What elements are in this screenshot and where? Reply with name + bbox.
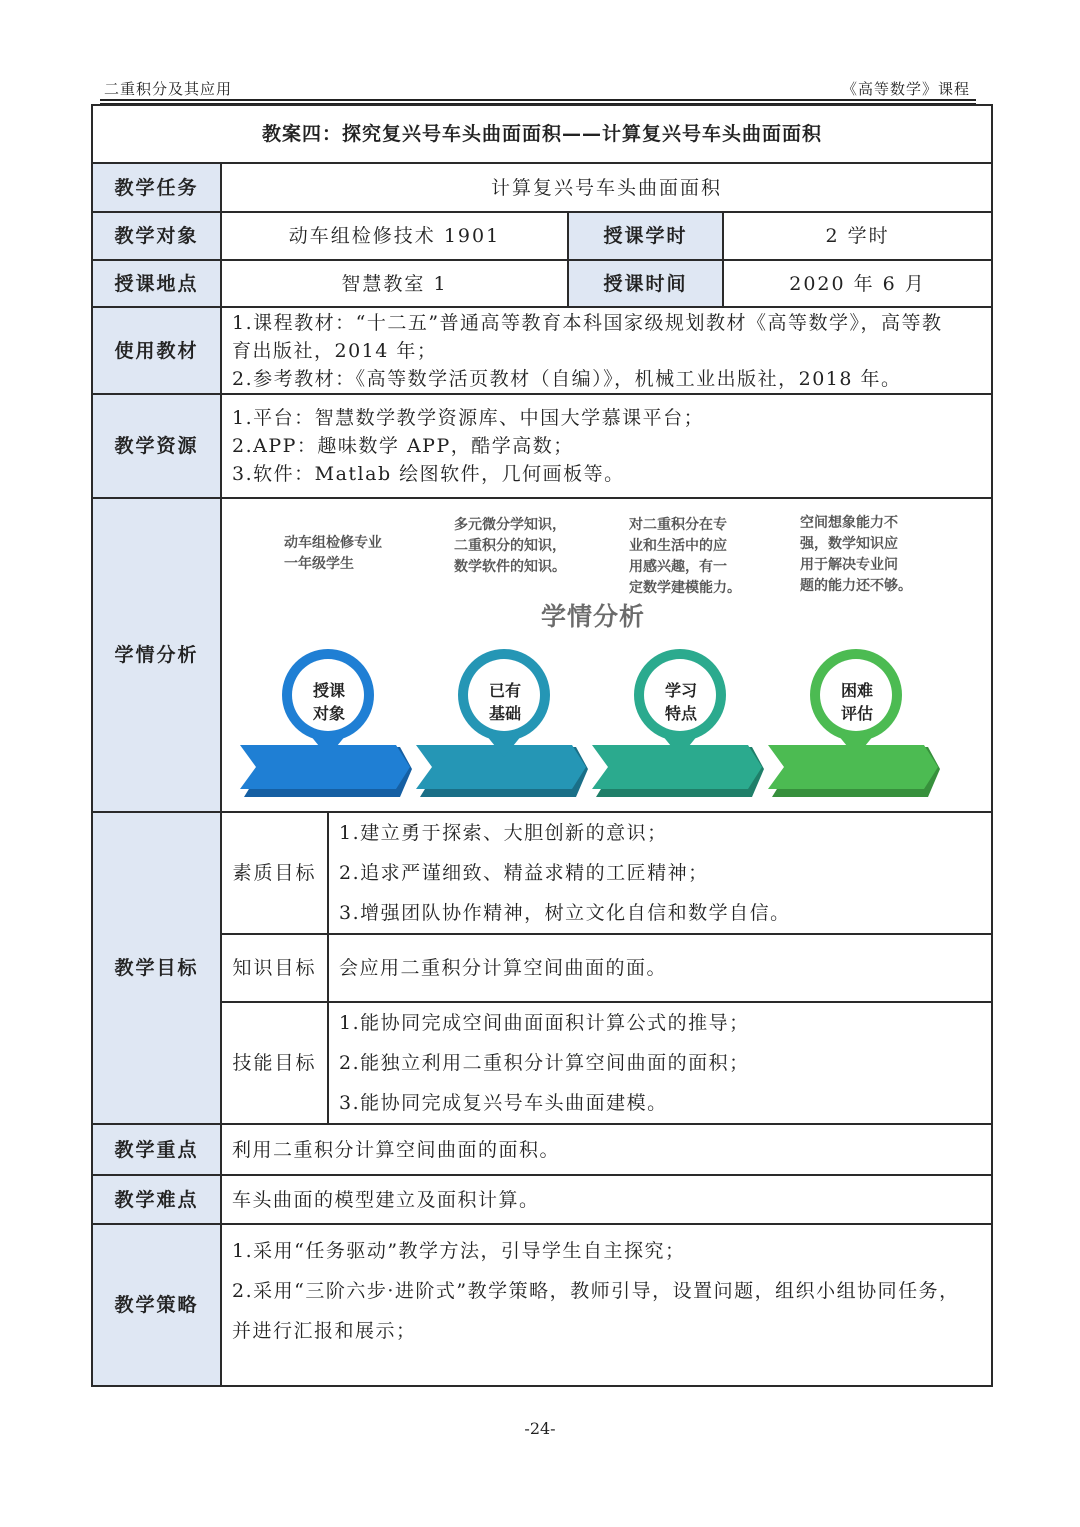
quality-goal-value <box>328 812 992 934</box>
analysis-text: 多元微分学知识， 二重积分的知识， 数学软件的知识。 <box>454 517 566 575</box>
quality-goal-label: 素质目标 <box>221 812 328 934</box>
goal-line: 1.建立勇于探索、大胆创新的意识； <box>339 822 668 844</box>
place-label: 授课地点 <box>92 260 221 307</box>
target-value: 动车组检修技术 1901 <box>221 212 568 260</box>
pin-label: 已有 基础 <box>488 681 521 723</box>
pin-label: 学习 特点 <box>664 681 697 723</box>
pin-marker <box>234 649 424 799</box>
analysis-text: 动车组检修专业 一年级学生 <box>284 535 382 572</box>
difficulty-value: 车头曲面的模型建立及面积计算。 <box>221 1175 992 1224</box>
resources-value <box>221 394 992 498</box>
goal-line: 3.增强团队协作精神，树立文化自信和数学自信。 <box>339 902 791 924</box>
header-left: 二重积分及其应用 <box>104 80 233 98</box>
knowledge-goal-value: 会应用二重积分计算空间曲面的面。 <box>328 934 992 1002</box>
textbook-line: 2.参考教材：《高等数学活页教材（自编）》，机械工业出版社，2018 年。 <box>232 367 902 390</box>
goal-line: 3.能协同完成复兴号车头曲面建模。 <box>339 1092 668 1114</box>
resources-line: 3.软件：Matlab 绘图软件，几何画板等。 <box>232 463 625 485</box>
goal-line: 2.追求严谨细致、精益求精的工匠精神； <box>339 862 709 884</box>
strategy-line: 1.采用“任务驱动”教学方法，引导学生自主探究； <box>232 1240 686 1262</box>
knowledge-goal-label: 知识目标 <box>221 934 328 1002</box>
analysis-infographic <box>222 499 992 811</box>
textbook-line: 育出版社，2014 年； <box>232 339 438 362</box>
textbook-label: 使用教材 <box>92 307 221 394</box>
strategy-line: 2.采用“三阶六步·进阶式”教学策略，教师引导，设置问题，组织小组协同任务， <box>232 1280 960 1302</box>
lesson-plan-table <box>91 104 993 1387</box>
pin-label: 授课 对象 <box>312 681 345 723</box>
header-divider <box>100 99 976 101</box>
goals-label: 教学目标 <box>92 812 221 1124</box>
analysis-title: 学情分析 <box>540 602 645 631</box>
header-right: 《高等数学》课程 <box>841 80 970 98</box>
place-value: 智慧教室 1 <box>221 260 568 307</box>
pin-marker <box>586 649 776 799</box>
textbook-line: 1.课程教材：“十二五”普通高等教育本科国家级规划教材《高等数学》，高等教 <box>232 311 943 334</box>
time-value: 2020 年 6 月 <box>723 260 992 307</box>
strategy-value <box>221 1224 992 1386</box>
hours-label: 授课学时 <box>568 212 723 260</box>
difficulty-label: 教学难点 <box>92 1175 221 1224</box>
analysis-label: 学情分析 <box>92 498 221 812</box>
goal-line: 2.能独立利用二重积分计算空间曲面的面积； <box>339 1052 750 1074</box>
textbook-value <box>221 307 992 394</box>
pin-marker <box>410 649 600 799</box>
resources-label: 教学资源 <box>92 394 221 498</box>
strategy-label: 教学策略 <box>92 1224 221 1386</box>
key-point-value: 利用二重积分计算空间曲面的面积。 <box>221 1124 992 1175</box>
target-label: 教学对象 <box>92 212 221 260</box>
resources-line: 1.平台：智慧数学教学资源库、中国大学慕课平台； <box>232 407 705 429</box>
goal-line: 1.能协同完成空间曲面面积计算公式的推导； <box>339 1012 750 1034</box>
time-label: 授课时间 <box>568 260 723 307</box>
page-number: -24- <box>524 1419 556 1438</box>
skill-goal-label: 技能目标 <box>221 1002 328 1124</box>
analysis-text: 对二重积分在专 业和生活中的应 用感兴趣，有一 定数学建模能力。 <box>629 517 741 596</box>
task-value: 计算复兴号车头曲面面积 <box>221 163 992 212</box>
lesson-title: 教案四：探究复兴号车头曲面面积——计算复兴号车头曲面面积 <box>92 105 992 163</box>
pin-marker <box>762 649 952 799</box>
hours-value: 2 学时 <box>723 212 992 260</box>
analysis-figure-cell <box>221 498 992 812</box>
skill-goal-value <box>328 1002 992 1124</box>
pin-label: 困难 评估 <box>840 681 873 723</box>
analysis-text: 空间想象能力不 强，数学知识应 用于解决专业问 题的能力还不够。 <box>800 515 912 594</box>
resources-line: 2.APP：趣味数学 APP，酷学高数； <box>232 435 574 457</box>
task-label: 教学任务 <box>92 163 221 212</box>
strategy-line: 并进行汇报和展示； <box>232 1320 417 1342</box>
key-point-label: 教学重点 <box>92 1124 221 1175</box>
